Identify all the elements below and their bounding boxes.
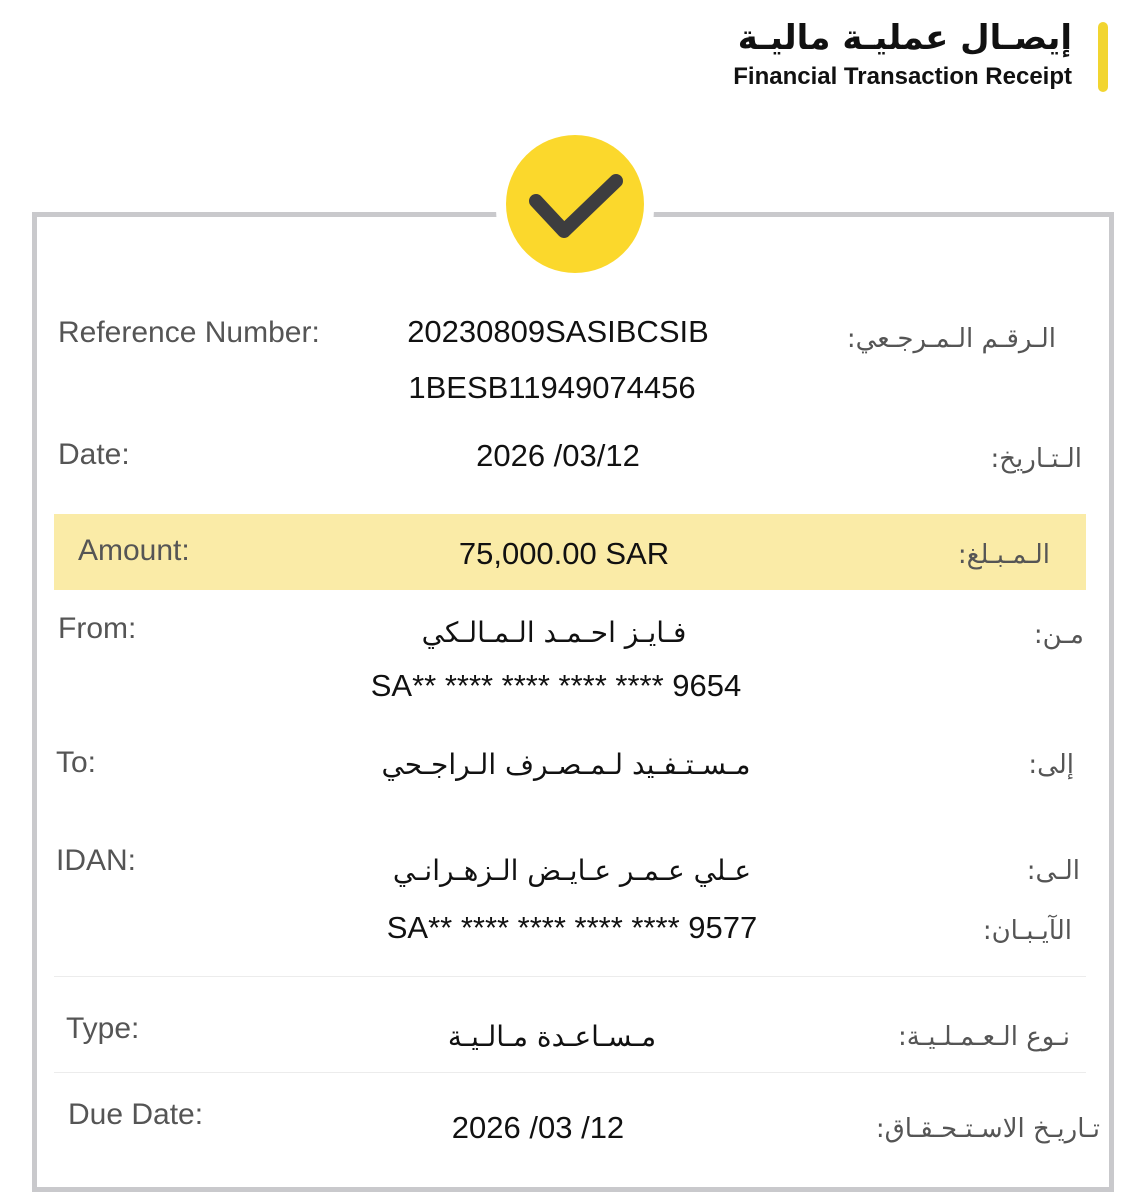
receipt-header bbox=[733, 16, 1072, 92]
amount-label-en: Amount: bbox=[78, 534, 190, 567]
from-account: SA** **** **** **** **** 9654 bbox=[370, 668, 742, 703]
date-value: 2026 /03/12 bbox=[476, 438, 640, 473]
idan-name: عـلي عـمـر عـايـض الـزهـرانـي bbox=[392, 854, 752, 887]
type-label-en: Type: bbox=[66, 1012, 140, 1045]
type-label-ar: نـوع الـعـمـلـيـة: bbox=[897, 1022, 1070, 1052]
idan-label-ar-iban: الآيـبـان: bbox=[982, 916, 1072, 946]
amount-value: 75,000.00 SAR bbox=[458, 536, 670, 571]
to-value: مـسـتـفـيد لـمـصـرف الـراجـحي bbox=[381, 748, 751, 781]
from-name: فـايـز احـمـد الـمـالـكي bbox=[421, 616, 687, 649]
reference-value-line2: 1BESB11949074456 bbox=[408, 370, 696, 405]
from-label-en: From: bbox=[58, 612, 137, 645]
type-value: مـسـاعـدة مـالـيـة bbox=[447, 1020, 657, 1053]
success-circle bbox=[506, 135, 644, 273]
amount-label-ar: الـمـبـلغ: bbox=[957, 540, 1050, 570]
receipt-title-arabic: إيصـال عمليـة ماليـة bbox=[737, 18, 1072, 58]
due-date-value: 2026 /03 /12 bbox=[451, 1110, 625, 1145]
reference-label-en: Reference Number: bbox=[58, 316, 320, 349]
status-badge bbox=[496, 130, 654, 288]
divider-before-type bbox=[54, 976, 1086, 977]
idan-label-en: IDAN: bbox=[56, 844, 137, 877]
due-date-label-en: Due Date: bbox=[68, 1098, 204, 1131]
divider-before-due-date bbox=[54, 1072, 1086, 1073]
receipt-title-english: Financial Transaction Receipt bbox=[733, 63, 1072, 90]
checkmark-icon bbox=[506, 135, 644, 273]
to-label-ar: إلى: bbox=[1028, 750, 1074, 780]
reference-label-ar: الـرقـم الـمـرجـعي: bbox=[846, 324, 1056, 354]
to-label-en: To: bbox=[56, 746, 97, 779]
reference-value-line1: 20230809SASIBCSIB bbox=[407, 314, 709, 349]
from-label-ar: مـن: bbox=[1033, 620, 1084, 650]
idan-account: SA** **** **** **** **** 9577 bbox=[386, 910, 758, 945]
date-label-en: Date: bbox=[58, 438, 130, 471]
date-label-ar: الـتـاريخ: bbox=[990, 444, 1082, 474]
due-date-label-ar: تـاريـخ الاسـتـحـقـاق: bbox=[875, 1114, 1100, 1144]
idan-label-ar-to: الـى: bbox=[1026, 856, 1080, 886]
header-accent-bar bbox=[1098, 22, 1108, 92]
